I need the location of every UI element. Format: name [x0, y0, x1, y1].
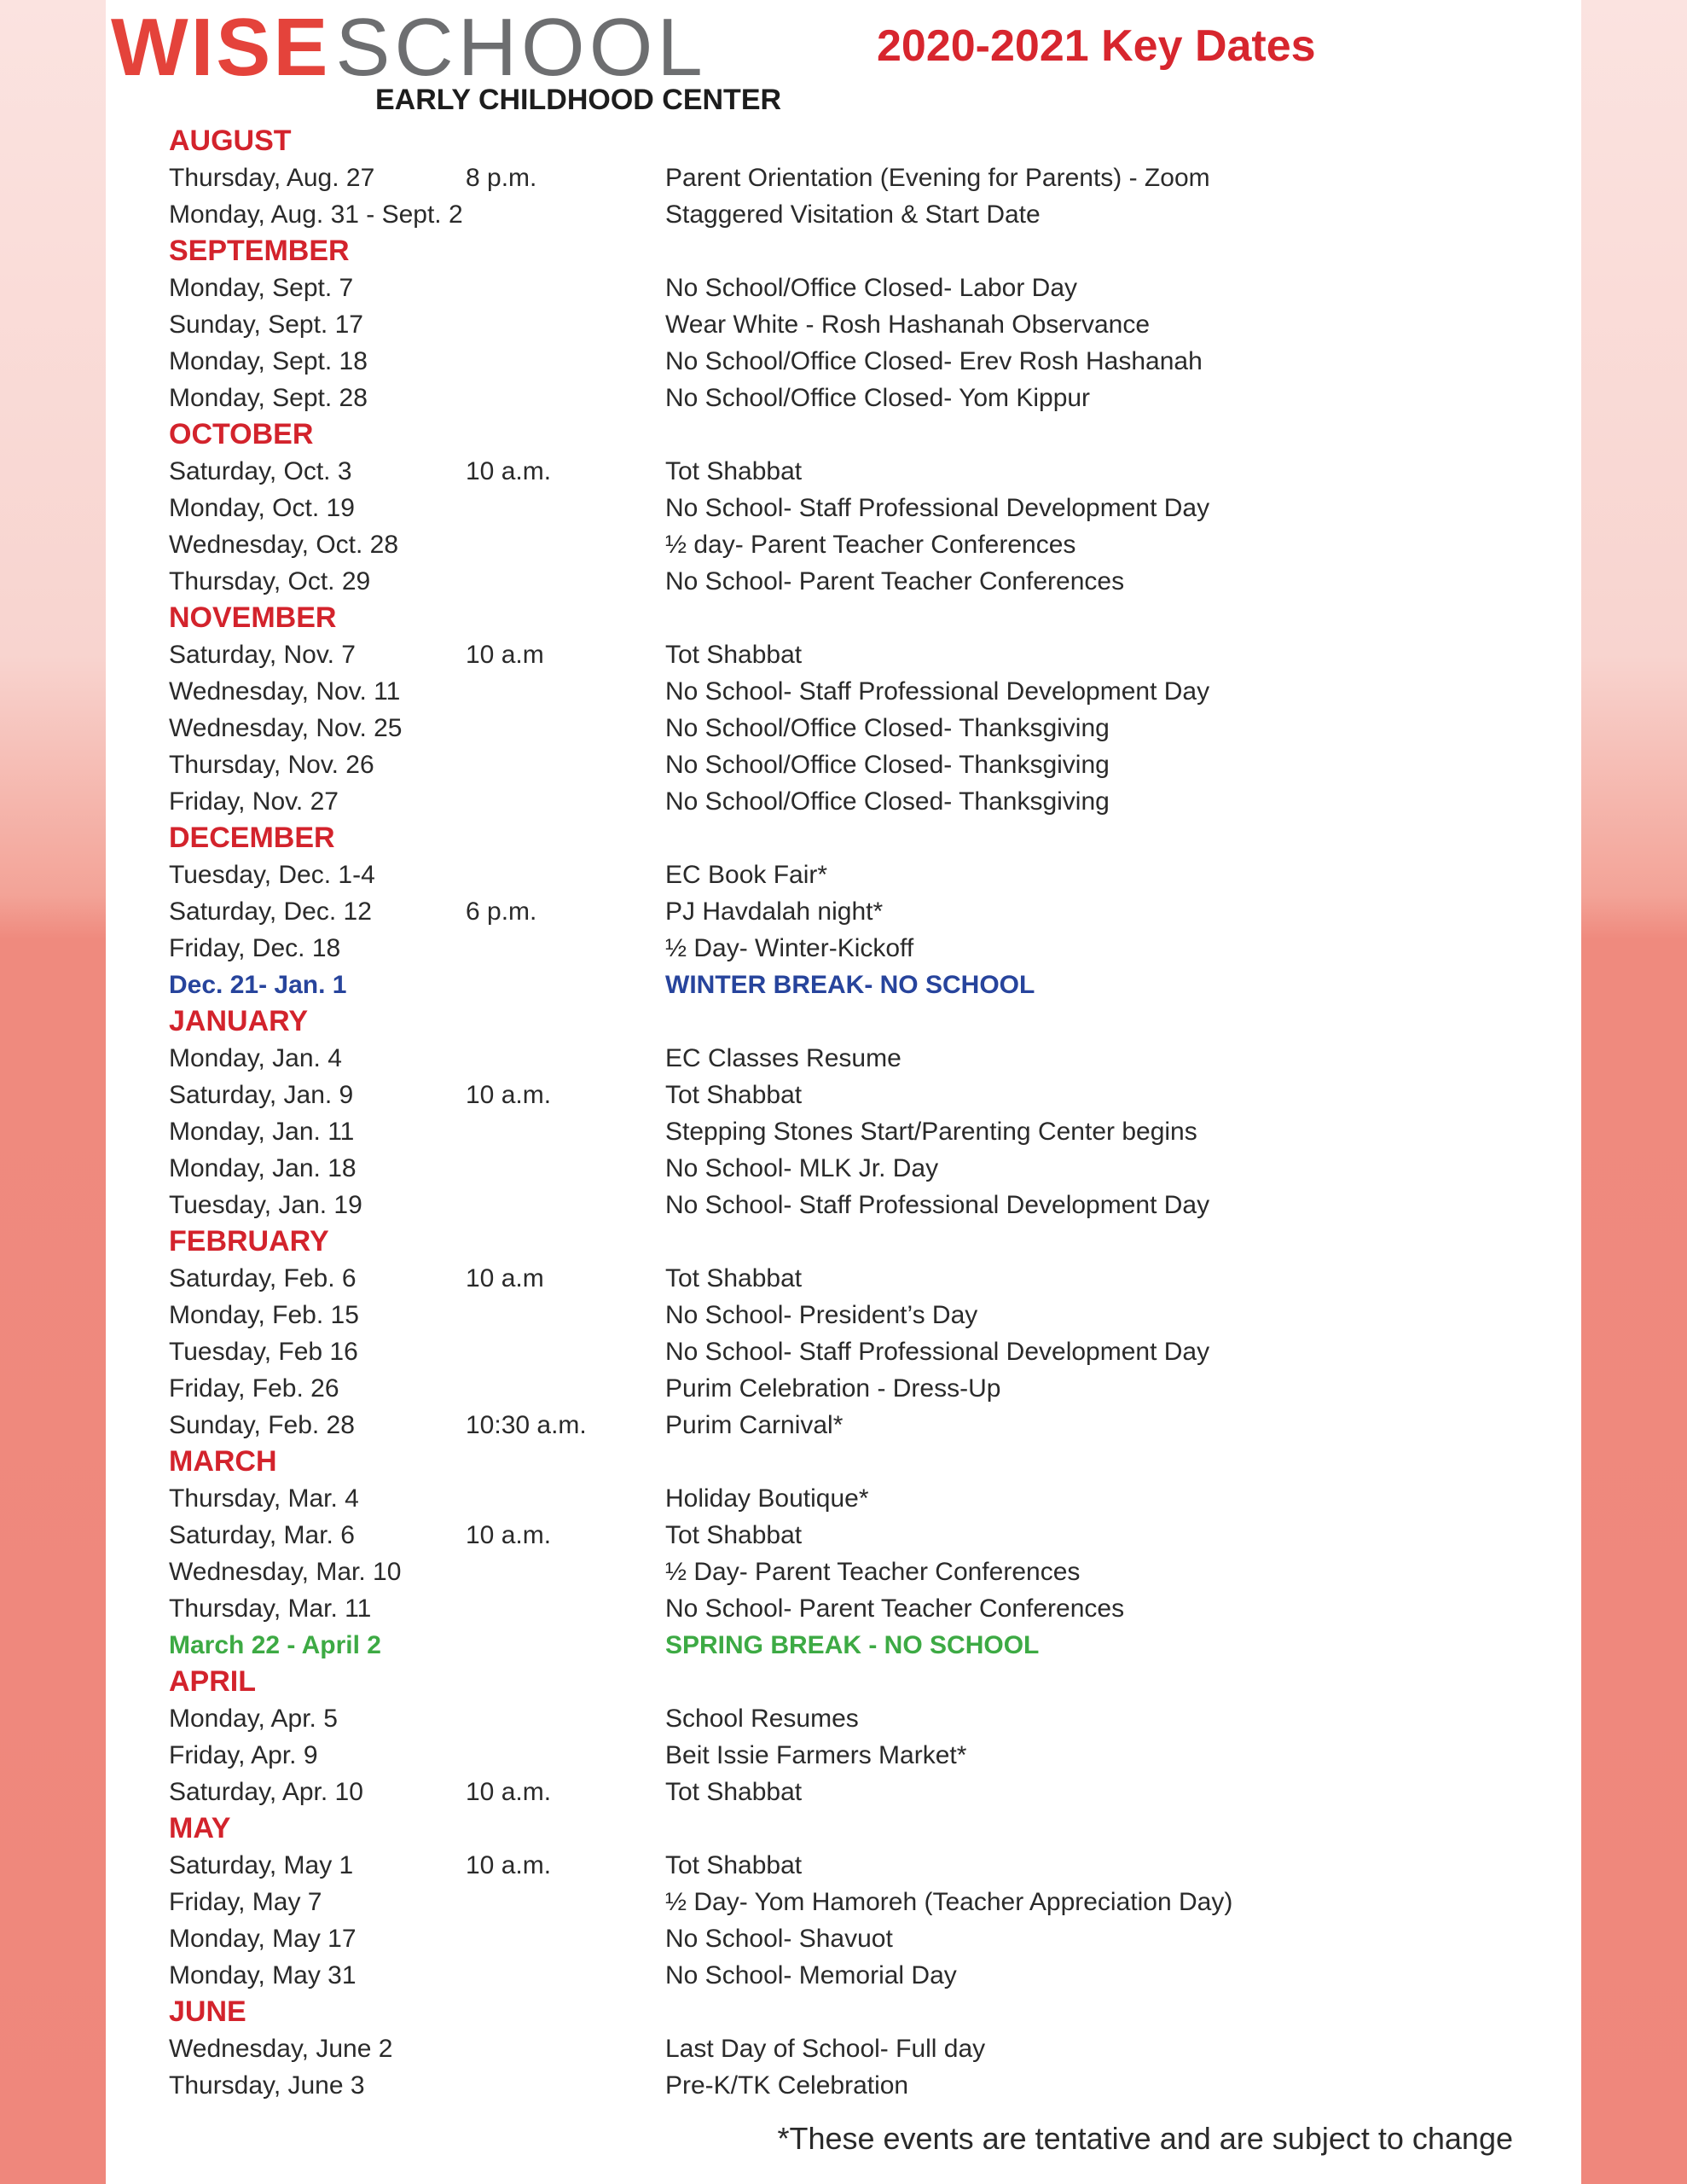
event-description: No School/Office Closed- Thanksgiving — [665, 751, 1110, 779]
event-date: Friday, May 7 — [169, 1888, 322, 1916]
event-row — [169, 453, 1533, 490]
event-time: 6 p.m. — [466, 897, 537, 926]
event-description: Wear White - Rosh Hashanah Observance — [665, 311, 1151, 339]
event-date: Thursday, Oct. 29 — [169, 567, 371, 595]
event-description: No School- Staff Professional Development Day — [665, 1338, 1210, 1366]
event-date: Wednesday, Oct. 28 — [169, 531, 399, 559]
event-time: 10 a.m. — [466, 1081, 552, 1109]
event-date: Monday, May 17 — [169, 1925, 357, 1953]
event-row — [169, 490, 1533, 526]
event-date: Tuesday, Dec. 1-4 — [169, 861, 375, 889]
event-date: Thursday, Mar. 11 — [169, 1594, 372, 1623]
event-date: Saturday, Jan. 9 — [169, 1081, 354, 1109]
event-description: No School- Staff Professional Development Day — [665, 494, 1210, 522]
event-date: Monday, Sept. 28 — [169, 384, 368, 412]
event-row — [169, 526, 1533, 563]
event-row — [169, 1957, 1533, 1994]
event-date: Monday, Jan. 11 — [169, 1118, 355, 1146]
event-row — [169, 2067, 1533, 2104]
event-description: SPRING BREAK - NO SCHOOL — [665, 1631, 1040, 1659]
event-row — [169, 2030, 1533, 2067]
event-date: Thursday, Mar. 4 — [169, 1484, 359, 1513]
event-row — [169, 563, 1533, 600]
event-row — [169, 1187, 1533, 1223]
event-description: Stepping Stones Start/Parenting Center begins — [665, 1118, 1197, 1146]
event-row — [169, 930, 1533, 967]
event-date: Saturday, Feb. 6 — [169, 1264, 357, 1292]
month-heading: MARCH — [169, 1445, 277, 1478]
month-heading: AUGUST — [169, 125, 292, 157]
event-row — [169, 1700, 1533, 1737]
event-description: Tot Shabbat — [665, 1778, 803, 1806]
event-description: No School/Office Closed- Thanksgiving — [665, 714, 1110, 742]
event-description: Parent Orientation (Evening for Parents) - Zoom — [665, 164, 1210, 192]
event-date: Saturday, Oct. 3 — [169, 457, 352, 485]
event-time: 10 a.m. — [466, 1778, 552, 1806]
wise-school-logo — [111, 2, 707, 93]
event-row — [169, 1150, 1533, 1187]
event-row — [169, 1407, 1533, 1443]
event-row — [169, 636, 1533, 673]
event-date: Friday, Nov. 27 — [169, 787, 339, 816]
month-heading: APRIL — [169, 1665, 256, 1698]
event-date: Monday, Sept. 18 — [169, 347, 368, 375]
event-time: 10 a.m. — [466, 1521, 552, 1549]
event-description: ½ Day- Winter-Kickoff — [665, 934, 914, 962]
event-time: 10 a.m. — [466, 457, 552, 485]
event-date: Saturday, Mar. 6 — [169, 1521, 355, 1549]
event-date: Saturday, Apr. 10 — [169, 1778, 363, 1806]
page-title: 2020-2021 Key Dates — [877, 21, 1316, 71]
event-description: No School/Office Closed- Yom Kippur — [665, 384, 1091, 412]
logo-subtitle: EARLY CHILDHOOD CENTER — [375, 84, 782, 116]
event-row — [169, 1040, 1533, 1077]
event-description: Tot Shabbat — [665, 457, 803, 485]
event-date: Tuesday, Feb 16 — [169, 1338, 358, 1366]
event-row — [169, 1920, 1533, 1957]
event-date: Sunday, Sept. 17 — [169, 311, 363, 339]
month-heading: SEPTEMBER — [169, 235, 350, 267]
event-date: Friday, Dec. 18 — [169, 934, 341, 962]
event-description: No School- Parent Teacher Conferences — [665, 567, 1125, 595]
event-row — [169, 857, 1533, 893]
event-date: Thursday, Nov. 26 — [169, 751, 374, 779]
event-row — [169, 1480, 1533, 1517]
event-row — [169, 893, 1533, 930]
event-date: Friday, Apr. 9 — [169, 1741, 318, 1769]
event-date: Wednesday, Nov. 11 — [169, 677, 401, 706]
event-description: No School/Office Closed- Thanksgiving — [665, 787, 1110, 816]
event-row — [169, 1554, 1533, 1590]
event-description: Beit Issie Farmers Market* — [665, 1741, 967, 1769]
logo-wise-text: WISE — [111, 2, 331, 93]
event-description: Tot Shabbat — [665, 1851, 803, 1879]
event-row — [169, 710, 1533, 746]
event-description: Pre-K/TK Celebration — [665, 2071, 909, 2100]
event-date: Dec. 21- Jan. 1 — [169, 971, 347, 999]
event-description: ½ Day- Parent Teacher Conferences — [665, 1558, 1081, 1586]
event-date: Monday, Oct. 19 — [169, 494, 355, 522]
event-description: WINTER BREAK- NO SCHOOL — [665, 971, 1035, 999]
event-description: No School- Parent Teacher Conferences — [665, 1594, 1125, 1623]
event-date: Monday, Aug. 31 - Sept. 2 — [169, 200, 463, 229]
event-date: Monday, Feb. 15 — [169, 1301, 359, 1329]
event-row — [169, 270, 1533, 306]
event-description: Tot Shabbat — [665, 641, 803, 669]
event-row — [169, 746, 1533, 783]
month-heading: FEBRUARY — [169, 1225, 329, 1258]
event-date: Saturday, Nov. 7 — [169, 641, 356, 669]
event-row — [169, 160, 1533, 196]
month-heading: JANUARY — [169, 1005, 309, 1037]
spring-break-row — [169, 1627, 1533, 1664]
event-row — [169, 1847, 1533, 1884]
event-row — [169, 1774, 1533, 1810]
event-description: EC Book Fair* — [665, 861, 828, 889]
event-row — [169, 343, 1533, 380]
event-row — [169, 1113, 1533, 1150]
event-description: No School- Memorial Day — [665, 1961, 957, 1989]
event-description: School Resumes — [665, 1705, 859, 1733]
event-date: Monday, Jan. 4 — [169, 1044, 342, 1072]
event-time: 10 a.m — [466, 641, 544, 669]
event-date: Saturday, Dec. 12 — [169, 897, 372, 926]
event-date: Saturday, May 1 — [169, 1851, 354, 1879]
event-row — [169, 1370, 1533, 1407]
event-description: Last Day of School- Full day — [665, 2035, 986, 2063]
event-description: Holiday Boutique* — [665, 1484, 869, 1513]
event-date: Monday, Apr. 5 — [169, 1705, 338, 1733]
winter-break-row — [169, 967, 1533, 1003]
event-date: Thursday, June 3 — [169, 2071, 365, 2100]
logo-school-text: SCHOOL — [335, 2, 707, 93]
event-row — [169, 1333, 1533, 1370]
event-row — [169, 1884, 1533, 1920]
event-description: No School- Staff Professional Development Day — [665, 1191, 1210, 1219]
event-description: ½ day- Parent Teacher Conferences — [665, 531, 1076, 559]
event-description: No School/Office Closed- Erev Rosh Hashanah — [665, 347, 1203, 375]
event-row — [169, 196, 1533, 233]
event-row — [169, 306, 1533, 343]
event-row — [169, 1737, 1533, 1774]
event-description: No School- MLK Jr. Day — [665, 1154, 939, 1182]
event-description: No School- Shavuot — [665, 1925, 893, 1953]
event-date: March 22 - April 2 — [169, 1631, 381, 1659]
event-date: Wednesday, Nov. 25 — [169, 714, 403, 742]
event-row — [169, 1517, 1533, 1554]
event-description: Purim Carnival* — [665, 1411, 844, 1439]
event-description: No School- Staff Professional Development Day — [665, 677, 1210, 706]
key-dates-schedule — [169, 123, 1533, 2104]
event-row — [169, 673, 1533, 710]
event-description: Tot Shabbat — [665, 1264, 803, 1292]
footnote: *These events are tentative and are subject to change — [777, 2121, 1513, 2156]
event-description: ½ Day- Yom Hamoreh (Teacher Appreciation Day) — [665, 1888, 1233, 1916]
month-heading: NOVEMBER — [169, 601, 337, 634]
event-row — [169, 1590, 1533, 1627]
event-row — [169, 380, 1533, 416]
month-heading: JUNE — [169, 1995, 246, 2028]
month-heading: DECEMBER — [169, 822, 335, 854]
event-date: Wednesday, June 2 — [169, 2035, 393, 2063]
event-date: Thursday, Aug. 27 — [169, 164, 375, 192]
event-time: 10:30 a.m. — [466, 1411, 587, 1439]
event-date: Tuesday, Jan. 19 — [169, 1191, 362, 1219]
event-description: Purim Celebration - Dress-Up — [665, 1374, 1001, 1403]
month-heading: MAY — [169, 1812, 231, 1844]
event-date: Friday, Feb. 26 — [169, 1374, 339, 1403]
event-description: Tot Shabbat — [665, 1081, 803, 1109]
event-date: Monday, Sept. 7 — [169, 274, 354, 302]
event-description: Staggered Visitation & Start Date — [665, 200, 1041, 229]
event-row — [169, 1077, 1533, 1113]
event-time: 8 p.m. — [466, 164, 537, 192]
event-description: No School- President’s Day — [665, 1301, 978, 1329]
event-row — [169, 1260, 1533, 1297]
event-time: 10 a.m. — [466, 1851, 552, 1879]
event-description: Tot Shabbat — [665, 1521, 803, 1549]
event-time: 10 a.m — [466, 1264, 544, 1292]
event-row — [169, 1297, 1533, 1333]
month-heading: OCTOBER — [169, 418, 314, 450]
event-description: No School/Office Closed- Labor Day — [665, 274, 1078, 302]
event-description: EC Classes Resume — [665, 1044, 901, 1072]
event-date: Sunday, Feb. 28 — [169, 1411, 355, 1439]
event-date: Monday, Jan. 18 — [169, 1154, 357, 1182]
event-row — [169, 783, 1533, 820]
event-date: Monday, May 31 — [169, 1961, 357, 1989]
event-date: Wednesday, Mar. 10 — [169, 1558, 402, 1586]
event-description: PJ Havdalah night* — [665, 897, 884, 926]
